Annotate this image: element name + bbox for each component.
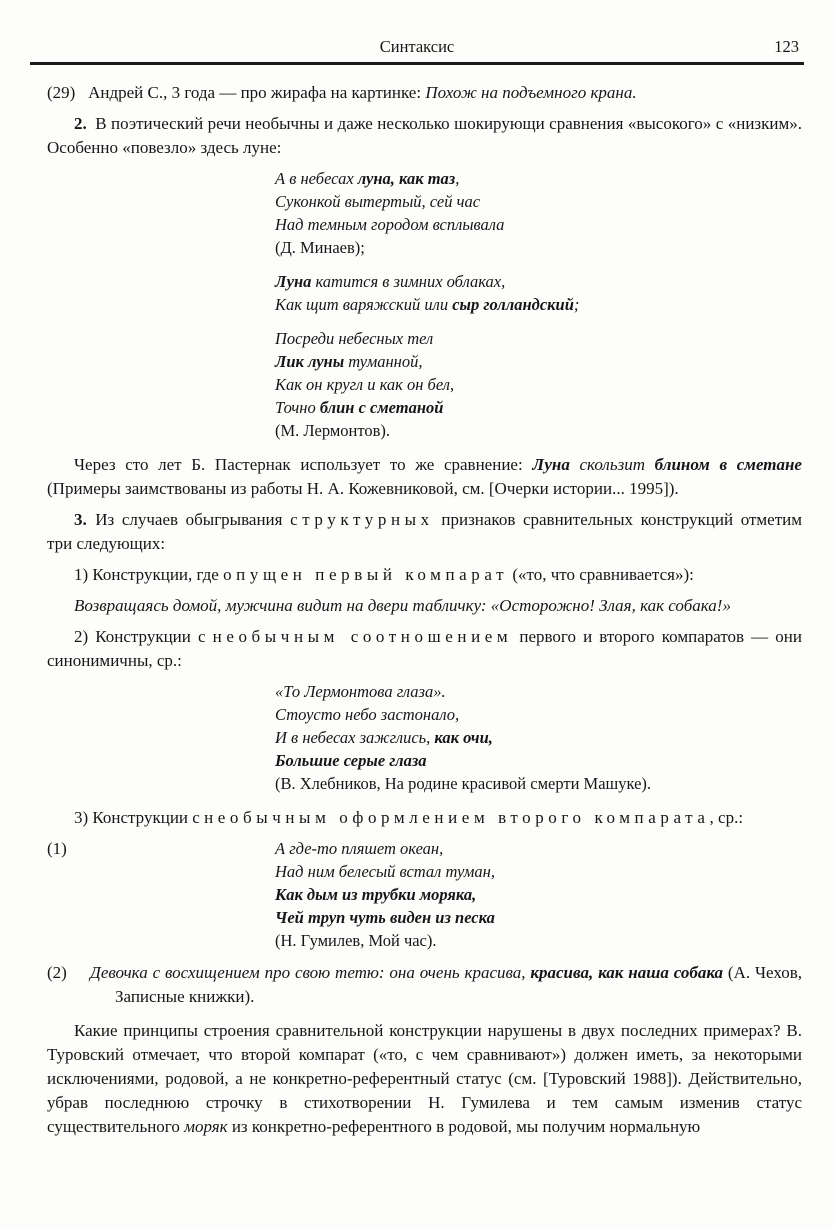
example-2-text: Девочка с восхищением про свою тетю: она очень красива, красива, как наша собака (А. Чехов, Записные книжки).	[90, 963, 802, 1006]
paragraph-3: 3. Из случаев обыгрывания структурных признаков сравнительных конструкций отметим три следующих:	[47, 510, 802, 553]
verse-attribution: (Д. Минаев);	[275, 238, 365, 257]
verse-attribution: (М. Лермонтов).	[275, 421, 390, 440]
verse-khlebnikov	[275, 680, 802, 795]
verse-line: Большие серые глаза	[275, 751, 427, 770]
running-head-title: Синтаксис	[379, 37, 455, 56]
paragraph-final: Какие принципы строения сравнительной конструкции нарушены в двух последних примерах? В. Туровский отмечает, что второй компарат («то, с чем сравнивают») должен иметь, за некоторыми исключениями, родовой, а не конкретно-референтный статус (см. [Туровский 1988]). Действительно, убрав последнюю строчку в стихотворении Н. Гумилева и тем самым изменив статус существительного моряк из конкретно-референтного в родовой, мы получим нормальную	[47, 1021, 802, 1136]
list-item-2: 2) Конструкции с необычным соотношением первого и второго компаратов — они синонимичны, ср.:	[47, 627, 802, 670]
verse-line: Лик луны туманной,	[275, 352, 423, 371]
example-29: (29) Андрей С., 3 года — про жирафа на картинке: Похож на подъемного крана.	[47, 83, 637, 102]
page-content	[47, 81, 802, 1139]
verse-line: Как он кругл и как он бел,	[275, 375, 455, 394]
verse-line: Чей труп чуть виден из песка	[275, 908, 495, 927]
verse-line: Над темным городом всплывала	[275, 215, 505, 234]
list-item-1: 1) Конструкции, где опущен первый компарат («то, что сравнивается»):	[74, 565, 694, 584]
verse-luna-cheese	[275, 270, 802, 316]
numbered-example-2	[47, 961, 802, 1009]
verse-line: Как дым из трубки моряка,	[275, 885, 477, 904]
numbered-example-1	[47, 837, 802, 952]
example-1-label: (1)	[47, 839, 67, 858]
example-2-label: (2)	[47, 963, 67, 982]
verse-attribution: (Н. Гумилев, Мой час).	[275, 931, 437, 950]
verse-line: И в небесах зажглись, как очи,	[275, 728, 493, 747]
verse-line: Над ним белесый встал туман,	[275, 862, 495, 881]
verse-line: «То Лермонтова глаза».	[275, 682, 446, 701]
verse-attribution: (В. Хлебников, На родине красивой смерти Машуке).	[275, 774, 652, 793]
verse-gumilev	[275, 837, 802, 952]
verse-line: А в небесах луна, как таз,	[275, 169, 460, 188]
verse-line: Луна катится в зимних облаках,	[275, 272, 506, 291]
verse-minaev	[275, 167, 802, 259]
verse-lermontov	[275, 327, 802, 442]
verse-line: Как щит варяжский или сыр голландский;	[275, 295, 580, 314]
example-dog-sign: Возвращаясь домой, мужчина видит на двери табличку: «Осторожно! Злая, как собака!»	[74, 596, 731, 615]
paragraph-2: 2. В поэтический речи необычны и даже несколько шокирующи сравнения «высокого» с «низким». Особенно «повезло» здесь луне:	[47, 114, 802, 157]
list-item-3: 3) Конструкции с необычным оформлением второго компарата, ср.:	[74, 808, 744, 827]
verse-line: Точно блин с сметаной	[275, 398, 444, 417]
verse-line: Посреди небесных тел	[275, 329, 434, 348]
page-header	[47, 36, 802, 60]
header-rule	[30, 62, 804, 65]
verse-line: Стоусто небо застонало,	[275, 705, 460, 724]
page-number: 123	[774, 37, 799, 56]
verse-line: Суконкой вытертый, сей час	[275, 192, 481, 211]
verse-line: А где-то пляшет океан,	[275, 839, 444, 858]
paragraph-pasternak: Через сто лет Б. Пастернак использует то же сравнение: Луна скользит блином в сметане (Примеры заимствованы из работы Н. А. Кожевниковой, см. [Очерки истории... 1995]).	[47, 455, 802, 498]
